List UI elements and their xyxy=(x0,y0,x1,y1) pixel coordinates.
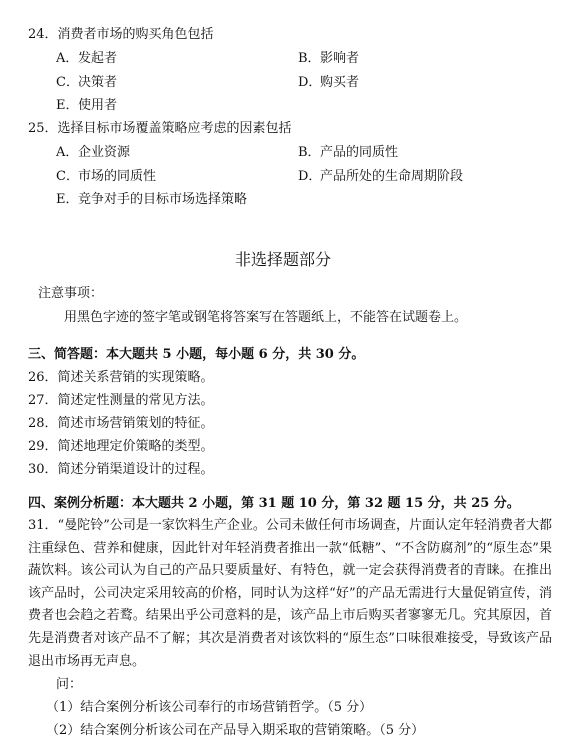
option-text: 决策者 xyxy=(78,75,118,90)
q24-option-c xyxy=(56,74,117,92)
option-letter: E． xyxy=(56,98,79,113)
case-question: （1）结合案例分析该公司奉行的市场营销哲学。（5 分） xyxy=(46,700,373,715)
q24-option-d xyxy=(298,74,359,92)
section3-heading: 三、简答题：本大题共 5 小题，每小题 6 分，共 30 分。 xyxy=(28,347,365,362)
q25-stem: 25．选择目标市场覆盖策略应考虑的因素包括 xyxy=(28,121,292,136)
q24-stem: 24．消费者市场的购买角色包括 xyxy=(28,27,214,42)
section4-heading: 四、案例分析题：本大题共 2 小题，第 31 题 10 分，第 32 题 15 分，共 25 分。 xyxy=(28,496,520,511)
case-question: （2）结合案例分析该公司在产品导入期采取的营销策略。（5 分） xyxy=(46,723,425,738)
option-letter: E． xyxy=(56,192,79,207)
section3-item: 27．简述定性测量的常见方法。 xyxy=(28,393,214,408)
option-text: 使用者 xyxy=(78,98,118,113)
option-letter: A． xyxy=(56,51,79,66)
q25-option-d xyxy=(298,168,463,186)
section3-item: 28．简述市场营销策划的特征。 xyxy=(28,416,214,431)
option-letter: B． xyxy=(298,145,321,160)
option-letter: C． xyxy=(56,169,79,184)
q24-option-e xyxy=(56,97,117,115)
q25-option-e xyxy=(56,191,247,209)
section3-item: 29．简述地理定价策略的类型。 xyxy=(28,439,214,454)
ask-label: 问： xyxy=(56,677,83,692)
option-text: 产品的同质性 xyxy=(320,145,399,160)
q25-option-b xyxy=(298,144,398,162)
option-letter: B． xyxy=(298,51,321,66)
notice-text: 用黑色字迹的签字笔或钢笔将答案写在答题纸上，不能答在试题卷上。 xyxy=(64,310,468,325)
option-text: 发起者 xyxy=(78,51,118,66)
section3-item: 26．简述关系营销的实现策略。 xyxy=(28,370,214,385)
option-text: 购买者 xyxy=(320,75,360,90)
option-text: 影响者 xyxy=(320,51,360,66)
q25-option-c xyxy=(56,168,156,186)
option-letter: D． xyxy=(298,75,322,90)
notice-heading: 注意事项： xyxy=(38,286,104,301)
section3-item: 30．简述分销渠道设计的过程。 xyxy=(28,462,214,477)
option-letter: C． xyxy=(56,75,79,90)
part-title: 非选择题部分 xyxy=(234,250,331,269)
case-31-text: 31．“曼陀铃”公司是一家饮料生产企业。公司未做任何市场调查，片面认定年轻消费者大都注重绿色、营养和健康，因此针对年轻消费者推出一款“低糖”、“不含防腐剂”的“原生态”果蔬饮料。该公司认为自己的产品只要质量好、有特色，就一定会获得消费者的青睐。在推出该产品时，公司决定采用较高的价格，同时认为这样“好”的产品无需进行大量促销宣传，消费者也会趋之若鹜。结果出乎公司意料的是，该产品上市后购买者寥寥无几。究其原因，首先是消费者对该产品不了解；其次是消费者对该饮料的“原生态”口味很难接受，导致该产品退出市场再无声息。 xyxy=(28,518,552,669)
option-text: 竞争对手的目标市场选择策略 xyxy=(78,192,248,207)
option-letter: A． xyxy=(56,145,79,160)
q24-option-a xyxy=(56,50,117,68)
option-text: 产品所处的生命周期阶段 xyxy=(320,169,464,184)
option-text: 市场的同质性 xyxy=(78,169,157,184)
option-text: 企业资源 xyxy=(78,145,131,160)
q25-option-a xyxy=(56,144,130,162)
option-letter: D． xyxy=(298,169,322,184)
q24-option-b xyxy=(298,50,359,68)
